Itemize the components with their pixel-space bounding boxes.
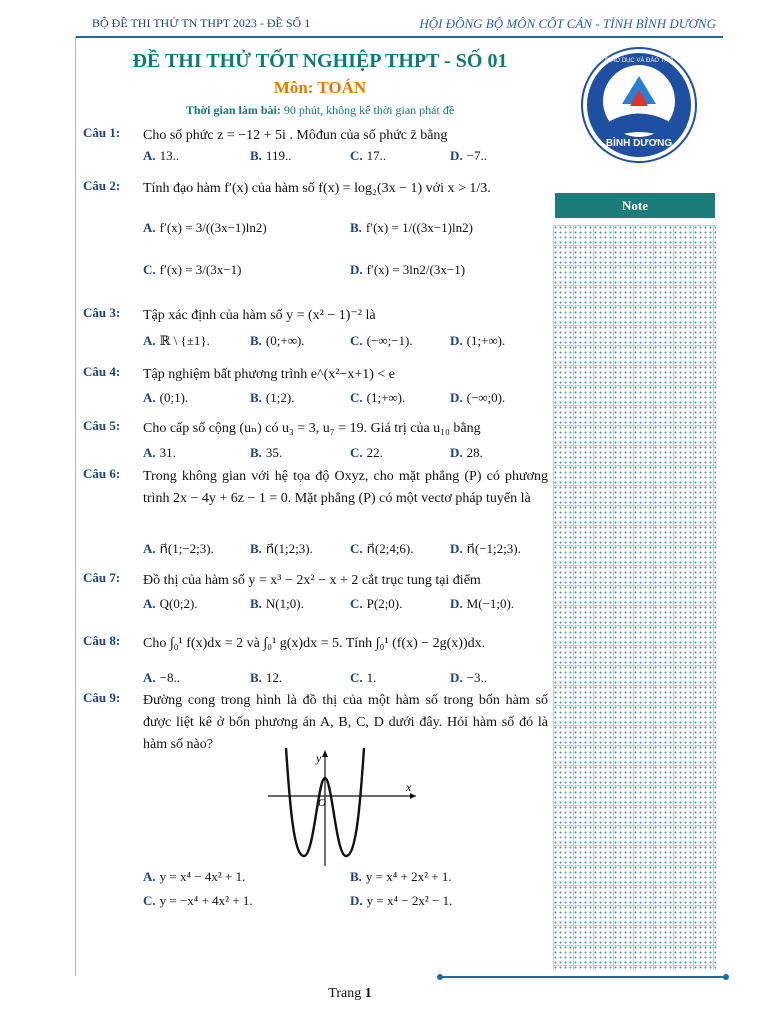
- department-logo: [580, 46, 698, 164]
- logo-top-text: GIÁO DỤC VÀ ĐÀO TẠO: [605, 58, 673, 64]
- option-a: A. (0;1).: [143, 390, 189, 405]
- question-text: Cho cấp số cộng (uₙ) có u₃ = 3, u₇ = 19. Giá trị của u₁₀ bằng: [143, 421, 481, 436]
- question-7: [83, 570, 548, 615]
- option-d: D. (1;+∞).: [450, 333, 506, 348]
- footer-label: Trang: [328, 986, 362, 1001]
- question-8: [83, 633, 548, 688]
- option-c: C. (−∞;−1).: [350, 333, 413, 348]
- question-number: Câu 2:: [83, 178, 121, 193]
- question-text: Tập xác định của hàm số y = (x² − 1)⁻² là: [143, 308, 376, 323]
- question-text: Trong không gian với hệ tọa độ Oxyz, cho mặt phẳng (P) có phương trình 2x − 4y + 6z − 1 = 0. Mặt phẳng (P) có một vectơ pháp tuyến là: [143, 469, 548, 506]
- question-2: [83, 178, 548, 298]
- option-c: C. 22.: [350, 445, 383, 460]
- question-text: Cho số phức z = −12 + 5i . Môđun của số phức z̄ bằng: [143, 128, 448, 143]
- question-text: Cho ∫₀¹ f(x)dx = 2 và ∫₀¹ g(x)dx = 5. Tính ∫₀¹ (f(x) − 2g(x))dx.: [143, 636, 486, 651]
- option-a: A. f′(x) = 3/((3x−1)ln2): [143, 220, 267, 235]
- question-5: [83, 418, 548, 463]
- option-c: C. (1;+∞).: [350, 390, 406, 405]
- q9-option-a: A. y = x⁴ − 4x² + 1.: [143, 869, 246, 884]
- page-number: 1: [364, 986, 372, 1001]
- footer-divider: [440, 976, 726, 978]
- question-3: [83, 305, 548, 350]
- option-b: B. 12.: [250, 670, 283, 685]
- question-number: Câu 1:: [83, 125, 121, 140]
- question-6: [83, 466, 548, 561]
- header-right: HỘI ĐỒNG BỘ MÔN CỐT CÁN - TỈNH BÌNH DƯƠNG: [419, 16, 716, 31]
- option-c: C. 1.: [350, 670, 377, 685]
- x-axis-label: x: [406, 780, 412, 794]
- question-text: Đường cong trong hình là đồ thị của một hàm số trong bốn hàm số được liệt kê ở bốn phương án A, B, C, D dưới đây. Hỏi hàm số đó là hàm số nào?: [143, 693, 548, 752]
- question-number: Câu 4:: [83, 364, 121, 379]
- option-d: D. M(−1;0).: [450, 596, 515, 611]
- question-text: Đồ thị của hàm số y = x³ − 2x² − x + 2 cắt trục tung tại điểm: [143, 573, 481, 588]
- option-c: C. f′(x) = 3/(3x−1): [143, 262, 242, 277]
- question-4: [83, 364, 548, 409]
- q9-option-d: D. y = x⁴ − 2x² − 1.: [350, 893, 453, 908]
- note-header: Note: [555, 193, 715, 218]
- option-c: C. P(2;0).: [350, 596, 403, 611]
- exam-time: [0, 103, 640, 118]
- option-d: D. n⃗(−1;2;3).: [450, 541, 521, 556]
- page-footer: [0, 986, 700, 1002]
- question-number: Câu 9:: [83, 690, 121, 705]
- option-a: A. n⃗(1;−2;3).: [143, 541, 214, 556]
- time-label: Thời gian làm bài:: [185, 103, 281, 117]
- question-number: Câu 5:: [83, 418, 121, 433]
- q9-option-c: C. y = −x⁴ + 4x² + 1.: [143, 893, 253, 908]
- option-c: C. 17..: [350, 148, 387, 163]
- y-axis-label: y: [316, 751, 322, 765]
- header-divider: [75, 36, 723, 38]
- exam-subject: Môn: TOÁN: [273, 78, 367, 97]
- logo-bottom-text: BÌNH DƯƠNG: [605, 138, 673, 149]
- header-left: BỘ ĐỀ THI THỬ TN THPT 2023 - ĐỀ SỐ 1: [92, 16, 311, 30]
- question-number: Câu 3:: [83, 305, 121, 320]
- option-d: D. −7..: [450, 148, 487, 163]
- exam-title: ĐỀ THI THỬ TỐT NGHIỆP THPT - SỐ 01: [132, 50, 508, 72]
- option-d: D. 28.: [450, 445, 483, 460]
- option-b: B. N(1;0).: [250, 596, 304, 611]
- option-a: A. ℝ \ {±1}.: [143, 333, 210, 348]
- option-d: D. (−∞;0).: [450, 390, 506, 405]
- option-b: B. 35.: [250, 445, 283, 460]
- question-number: Câu 7:: [83, 570, 121, 585]
- option-a: A. 13..: [143, 148, 180, 163]
- origin-label: O: [318, 797, 326, 809]
- question-text: Tính đạo hàm f′(x) của hàm số f(x) = log₂(3x − 1) với x > 1/3.: [143, 181, 491, 196]
- note-dot-grid: [553, 225, 716, 970]
- option-b: B. (0;+∞).: [250, 333, 305, 348]
- left-margin-line: [75, 36, 76, 976]
- option-b: B. (1;2).: [250, 390, 295, 405]
- q9-option-b: B. y = x⁴ + 2x² + 1.: [350, 869, 452, 884]
- option-d: D. −3..: [450, 670, 487, 685]
- function-graph: [268, 748, 418, 866]
- question-text: Tập nghiệm bất phương trình e^(x²−x+1) < e: [143, 367, 395, 382]
- question-1: [83, 125, 548, 165]
- option-b: B. n⃗(1;2;3).: [250, 541, 313, 556]
- time-value: 90 phút, không kể thời gian phát đề: [283, 103, 455, 117]
- option-a: A. 31.: [143, 445, 176, 460]
- option-b: B. f′(x) = 1/((3x−1)ln2): [350, 220, 473, 235]
- option-d: D. f′(x) = 3ln2/(3x−1): [350, 262, 466, 277]
- option-a: A. −8..: [143, 670, 180, 685]
- option-b: B. 119..: [250, 148, 292, 163]
- question-number: Câu 6:: [83, 466, 121, 481]
- option-a: A. Q(0;2).: [143, 596, 198, 611]
- option-c: C. n⃗(2;4;6).: [350, 541, 414, 556]
- question-number: Câu 8:: [83, 633, 121, 648]
